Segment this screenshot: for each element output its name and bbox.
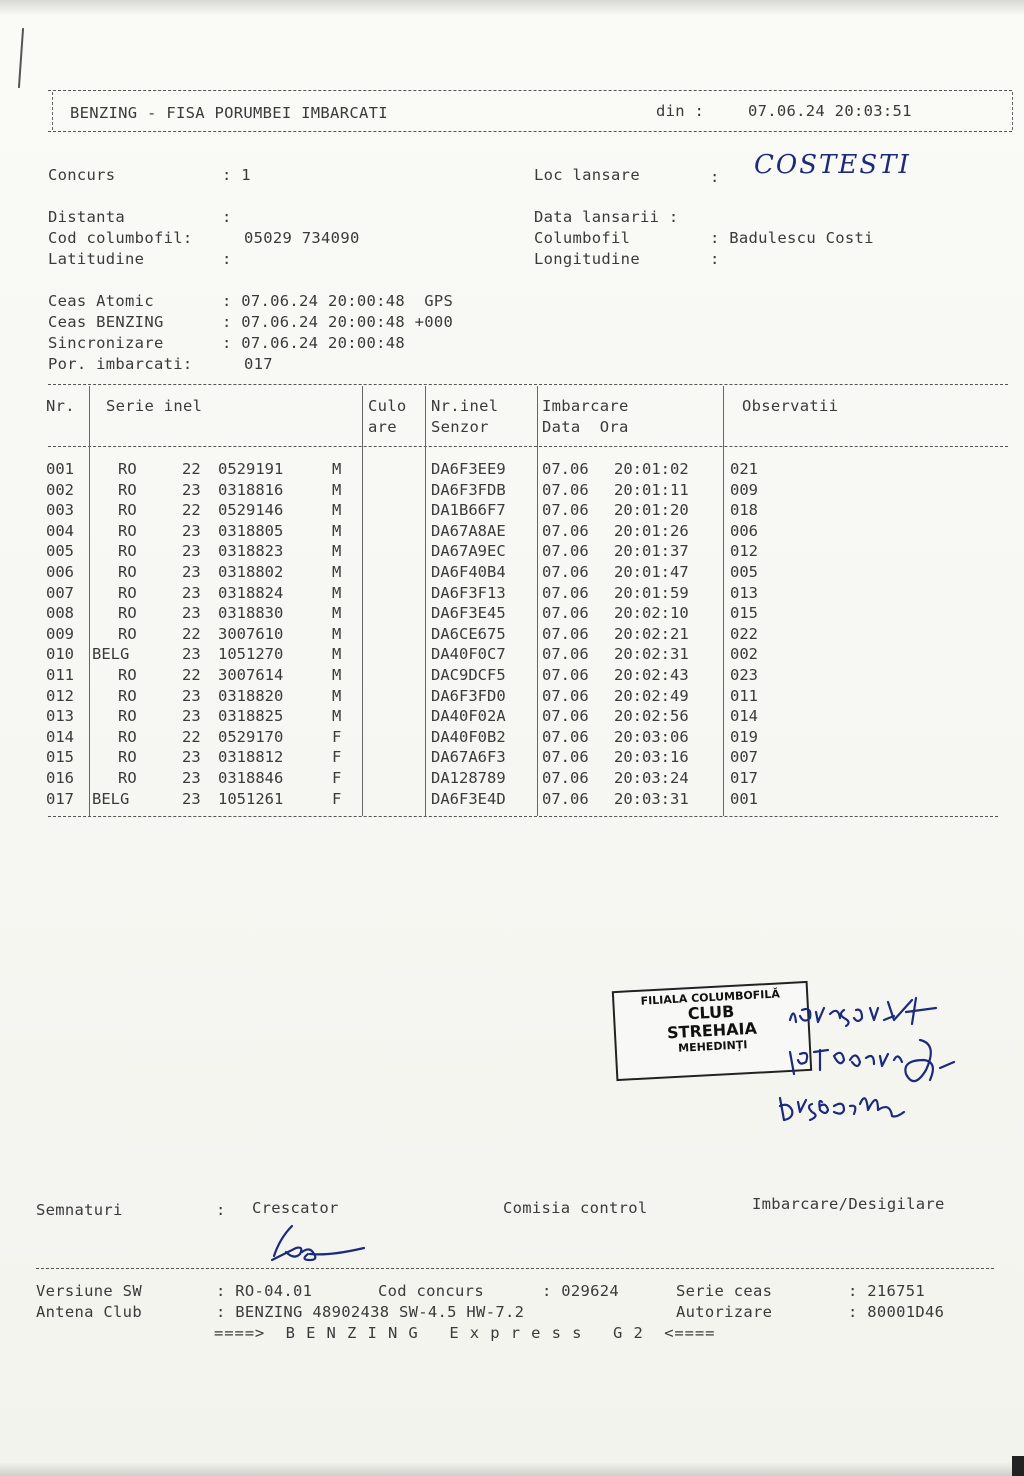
cell-ora: 20:03:16 (614, 748, 689, 767)
imbarcare-label: Imbarcare/Desigilare (752, 1195, 945, 1213)
longitudine-value: : (710, 250, 720, 268)
cell-senzor: DA67A6F3 (431, 748, 506, 767)
cell-an: 23 (182, 769, 201, 787)
cell-data: 07.06 (542, 480, 589, 499)
sincronizare-label: Sincronizare (48, 334, 164, 352)
cell-inel: 0318824 (218, 583, 284, 602)
cell-an: 23 (182, 521, 201, 540)
autorizare-label: Autorizare (676, 1303, 773, 1321)
header-right-border (1012, 92, 1013, 130)
cell-data: 07.06 (542, 521, 589, 540)
cell-data: 07.06 (542, 501, 589, 520)
cod-columbofil-label: Cod columbofil: (48, 229, 193, 247)
report-date-label: din : (656, 102, 705, 120)
antena-value: : BENZING 48902438 SW-4.5 HW-7.2 (216, 1303, 525, 1321)
cell-data: 07.06 (542, 542, 589, 561)
cell-sex: F (332, 789, 342, 808)
ceas-benzing-label: Ceas BENZING (48, 313, 164, 331)
cell-data: 07.06 (542, 789, 589, 808)
cell-senzor: DA6F3E4D (431, 789, 506, 808)
columbofil-label: Columbofil (534, 229, 631, 247)
stamp-line-3: STREHAIA (666, 1018, 758, 1043)
cell-obs: 021 (730, 460, 758, 478)
cell-inel: 0529191 (218, 460, 284, 478)
cell-inel: 0318802 (218, 563, 284, 581)
longitudine-label: Longitudine (534, 250, 640, 268)
cell-sex: M (332, 542, 342, 561)
cell-tara: RO (118, 604, 137, 623)
cell-inel: 1051261 (218, 789, 284, 808)
cell-an: 23 (182, 563, 201, 581)
crescator-signature (262, 1216, 372, 1266)
cell-tara: RO (118, 727, 137, 746)
stamp-line-1: FILIALA COLUMBOFILĂ (640, 987, 781, 1008)
cell-data: 07.06 (542, 727, 589, 746)
semnaturi-sep: : (216, 1201, 226, 1219)
cell-senzor: DA6CE675 (431, 624, 506, 643)
benzing-banner: ====> B E N Z I N G E x p r e s s G 2 <==== (214, 1324, 716, 1342)
cell-sex: M (332, 686, 342, 705)
cell-data: 07.06 (542, 460, 589, 478)
cell-obs: 017 (730, 769, 758, 787)
cell-nr: 013 (46, 707, 74, 726)
cell-inel: 3007614 (218, 666, 284, 684)
cell-an: 23 (182, 604, 201, 623)
cell-ora: 20:02:21 (614, 624, 689, 643)
cell-obs: 023 (730, 666, 758, 684)
cell-nr: 012 (46, 686, 74, 705)
cell-sex: M (332, 645, 342, 664)
serie-ceas-value: : 216751 (848, 1282, 926, 1300)
cell-ora: 20:01:20 (614, 501, 689, 520)
cell-sex: F (332, 727, 342, 746)
cell-tara: RO (118, 583, 137, 602)
cell-an: 22 (182, 624, 201, 643)
col-sep-imbarcare (723, 386, 724, 816)
cell-an: 22 (182, 666, 201, 684)
cell-obs: 009 (730, 480, 758, 499)
cell-sex: M (332, 583, 342, 602)
cell-sex: M (332, 563, 342, 581)
cell-obs: 013 (730, 583, 758, 602)
cell-tara: RO (118, 686, 137, 705)
cell-an: 23 (182, 707, 201, 726)
latitudine-value: : (222, 250, 232, 268)
cell-obs: 018 (730, 501, 758, 520)
cell-inel: 1051270 (218, 645, 284, 664)
col-header-serie: Serie inel (106, 397, 203, 415)
cell-ora: 20:02:31 (614, 645, 689, 664)
cell-obs: 001 (730, 789, 758, 808)
cell-tara: RO (118, 769, 137, 787)
cell-obs: 006 (730, 521, 758, 540)
cell-inel: 0529146 (218, 501, 284, 520)
cell-nr: 014 (46, 727, 74, 746)
cell-ora: 20:03:06 (614, 727, 689, 746)
cell-tara: RO (118, 666, 137, 684)
report-date-value: 07.06.24 20:03:51 (748, 102, 912, 120)
cell-ora: 20:01:02 (614, 460, 689, 478)
cell-nr: 011 (46, 666, 74, 684)
cell-data: 07.06 (542, 707, 589, 726)
cell-senzor: DA6F40B4 (431, 563, 506, 581)
cell-sex: M (332, 604, 342, 623)
cell-inel: 3007610 (218, 624, 284, 643)
stamp-line-4: MEHEDINȚI (677, 1038, 748, 1055)
cell-tara: RO (118, 563, 137, 581)
ceas-atomic-label: Ceas Atomic (48, 292, 154, 310)
cell-an: 23 (182, 748, 201, 767)
loc-lansare-label: Loc lansare (534, 166, 640, 184)
ceas-atomic-value: : 07.06.24 20:00:48 GPS (222, 292, 454, 310)
cell-obs: 007 (730, 748, 758, 767)
cell-an: 23 (182, 789, 201, 808)
cell-data: 07.06 (542, 583, 589, 602)
cell-ora: 20:02:10 (614, 604, 689, 623)
cell-senzor: DA40F0B2 (431, 727, 506, 746)
cell-sex: M (332, 501, 342, 520)
por-imbarcati-label: Por. imbarcati: (48, 355, 193, 373)
cell-sex: M (332, 666, 342, 684)
loc-lansare-sep: : (710, 168, 720, 186)
cell-obs: 015 (730, 604, 758, 623)
cell-tara: BELG (92, 789, 130, 808)
cell-tara: RO (118, 542, 137, 561)
scan-edge-top (0, 0, 1024, 14)
cell-tara: RO (118, 501, 137, 520)
cell-data: 07.06 (542, 624, 589, 643)
cell-ora: 20:02:56 (614, 707, 689, 726)
cell-obs: 022 (730, 624, 758, 643)
commission-signatures (770, 980, 1000, 1140)
cell-an: 23 (182, 480, 201, 499)
cell-nr: 017 (46, 789, 74, 808)
cell-nr: 008 (46, 604, 74, 623)
cell-senzor: DA40F02A (431, 707, 506, 726)
comisia-label: Comisia control (503, 1199, 648, 1217)
antena-label: Antena Club (36, 1303, 142, 1321)
cell-ora: 20:01:26 (614, 521, 689, 540)
col-header-nrinel-1: Nr.inel (431, 397, 499, 415)
cell-data: 07.06 (542, 666, 589, 684)
cell-ora: 20:02:49 (614, 686, 689, 705)
scan-corner (1012, 1456, 1024, 1476)
cell-an: 23 (182, 583, 201, 602)
versiune-label: Versiune SW (36, 1282, 142, 1300)
col-sep-nr (89, 386, 90, 816)
cell-obs: 002 (730, 645, 758, 664)
latitudine-label: Latitudine (48, 250, 145, 268)
cell-sex: M (332, 521, 342, 540)
cell-tara: RO (118, 748, 137, 767)
cell-an: 22 (182, 460, 201, 478)
cell-inel: 0529170 (218, 727, 284, 746)
cell-inel: 0318830 (218, 604, 284, 623)
cell-data: 07.06 (542, 604, 589, 623)
cell-inel: 0318812 (218, 748, 284, 767)
cell-sex: M (332, 480, 342, 499)
margin-mark (18, 28, 24, 88)
cell-inel: 0318820 (218, 686, 284, 705)
cell-obs: 011 (730, 686, 758, 705)
cell-obs: 012 (730, 542, 758, 561)
cell-sex: M (332, 624, 342, 643)
por-imbarcati-value: 017 (244, 355, 273, 373)
col-sep-senzor (537, 386, 538, 816)
cell-inel: 0318825 (218, 707, 284, 726)
cell-tara: BELG (92, 645, 130, 664)
cell-senzor: DA128789 (431, 769, 506, 787)
cell-senzor: DA6F3E45 (431, 604, 506, 623)
concurs-value: : 1 (222, 166, 251, 184)
table-header-rule (48, 446, 1008, 447)
cell-sex: F (332, 769, 342, 787)
cell-an: 23 (182, 645, 201, 664)
cell-sex: M (332, 460, 342, 478)
crescator-label: Crescator (252, 1199, 339, 1217)
col-header-nr: Nr. (46, 397, 75, 415)
distanta-value: : (222, 208, 232, 226)
cell-obs: 019 (730, 727, 758, 746)
cell-nr: 007 (46, 583, 74, 602)
cell-sex: M (332, 707, 342, 726)
cell-an: 22 (182, 727, 201, 746)
table-bottom-rule (48, 816, 998, 817)
cell-senzor: DA6F3F13 (431, 583, 506, 602)
cell-senzor: DAC9DCF5 (431, 666, 506, 684)
cell-inel: 0318805 (218, 521, 284, 540)
cell-tara: RO (118, 460, 137, 478)
ceas-benzing-value: : 07.06.24 20:00:48 +000 (222, 313, 454, 331)
cell-ora: 20:03:24 (614, 769, 689, 787)
columbofil-value: : Badulescu Costi (710, 229, 874, 247)
col-sep-serie (362, 386, 363, 816)
cell-ora: 20:03:31 (614, 789, 689, 808)
concurs-label: Concurs (48, 166, 116, 184)
cell-nr: 016 (46, 769, 74, 787)
cell-senzor: DA6F3FDB (431, 480, 506, 499)
cell-nr: 015 (46, 748, 74, 767)
cell-nr: 001 (46, 460, 74, 478)
cell-tara: RO (118, 480, 137, 499)
loc-lansare-handwritten: COSTESTI (754, 150, 911, 180)
autorizare-value: : 80001D46 (848, 1303, 945, 1321)
distanta-label: Distanta (48, 208, 126, 226)
cod-columbofil-value: 05029 734090 (244, 229, 360, 247)
scan-edge-bottom (0, 1462, 1024, 1476)
semnaturi-label: Semnaturi (36, 1201, 123, 1219)
cell-inel: 0318846 (218, 769, 284, 787)
header-top-rule (48, 90, 1012, 91)
cell-nr: 009 (46, 624, 74, 643)
stamp-line-2: CLUB (687, 1001, 735, 1024)
col-header-imbarcare-2: Data Ora (542, 418, 629, 436)
cell-senzor: DA1B66F7 (431, 501, 506, 520)
cell-senzor: DA67A8AE (431, 521, 506, 540)
col-header-culoare-1: Culo (368, 397, 407, 415)
cell-ora: 20:01:47 (614, 563, 689, 581)
cell-obs: 005 (730, 563, 758, 581)
header-left-border (52, 92, 53, 130)
cell-ora: 20:01:59 (614, 583, 689, 602)
footer-top-rule (36, 1268, 994, 1269)
data-lansarii-label: Data lansarii : (534, 208, 679, 226)
cell-ora: 20:01:37 (614, 542, 689, 561)
cod-concurs-value: : 029624 (542, 1282, 620, 1300)
sincronizare-value: : 07.06.24 20:00:48 (222, 334, 406, 352)
cell-data: 07.06 (542, 645, 589, 664)
cell-sex: F (332, 748, 342, 767)
col-header-culoare-2: are (368, 418, 397, 436)
cod-concurs-label: Cod concurs (378, 1282, 484, 1300)
cell-an: 23 (182, 542, 201, 561)
cell-senzor: DA40F0C7 (431, 645, 506, 664)
cell-nr: 004 (46, 521, 74, 540)
cell-an: 22 (182, 501, 201, 520)
table-top-rule (48, 384, 1008, 385)
cell-senzor: DA6F3EE9 (431, 460, 506, 478)
serie-ceas-label: Serie ceas (676, 1282, 773, 1300)
cell-nr: 003 (46, 501, 74, 520)
cell-data: 07.06 (542, 686, 589, 705)
cell-nr: 002 (46, 480, 74, 499)
cell-data: 07.06 (542, 563, 589, 581)
cell-ora: 20:02:43 (614, 666, 689, 684)
cell-data: 07.06 (542, 748, 589, 767)
cell-inel: 0318823 (218, 542, 284, 561)
col-header-observatii: Observatii (742, 397, 839, 415)
col-header-imbarcare-1: Imbarcare (542, 397, 629, 415)
report-title: BENZING - FISA PORUMBEI IMBARCATI (70, 104, 388, 122)
cell-inel: 0318816 (218, 480, 284, 499)
cell-tara: RO (118, 707, 137, 726)
cell-an: 23 (182, 686, 201, 705)
cell-ora: 20:01:11 (614, 480, 689, 499)
cell-tara: RO (118, 521, 137, 540)
cell-nr: 005 (46, 542, 74, 561)
col-header-nrinel-2: Senzor (431, 418, 489, 436)
col-sep-culoare (425, 386, 426, 816)
cell-senzor: DA6F3FD0 (431, 686, 506, 705)
cell-senzor: DA67A9EC (431, 542, 506, 561)
cell-tara: RO (118, 624, 137, 643)
versiune-value: : RO-04.01 (216, 1282, 313, 1300)
cell-nr: 010 (46, 645, 74, 664)
header-bottom-rule (48, 131, 1012, 132)
cell-obs: 014 (730, 707, 758, 726)
cell-nr: 006 (46, 563, 74, 581)
cell-data: 07.06 (542, 769, 589, 787)
